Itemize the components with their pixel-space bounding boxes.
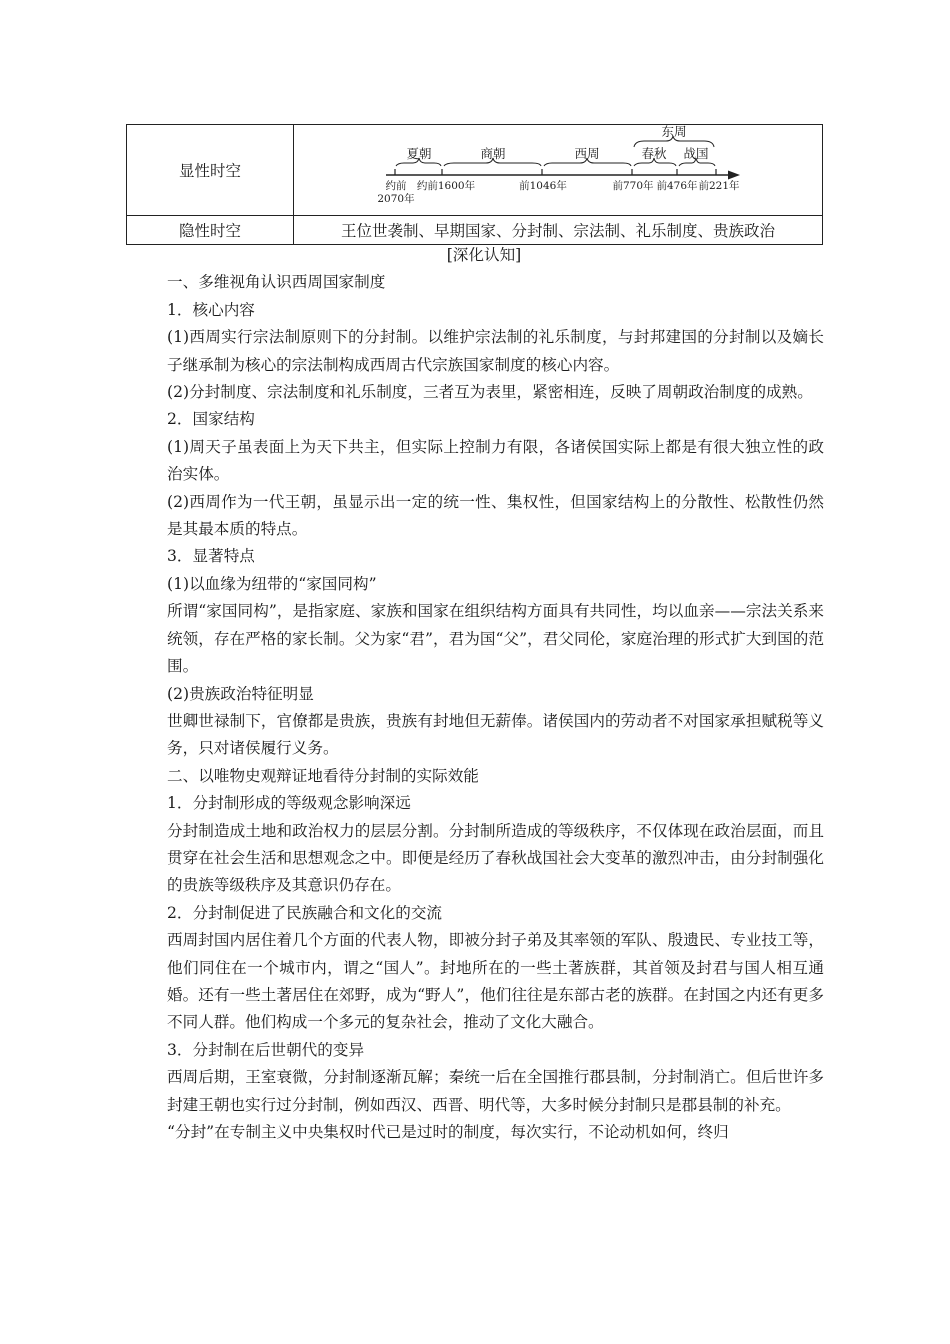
timeline-cell — [294, 125, 823, 216]
section-heading: 一、多维视角认识西周国家制度 — [167, 273, 386, 292]
period-label: 战国 — [683, 146, 709, 161]
timeline-diagram — [294, 125, 824, 215]
subheading: 2．国家结构 — [167, 410, 255, 429]
paragraph: 西周封国内居住着几个方面的代表人物，即被分封子弟及其率领的军队、殷遗民、专业技工等，他们同住在一个城市内，谓之“国人”。封地所在的一些土著族群，其首领及封君与国人相互通婚。还有一些土著居住在郊野，成为“野人”，他们往往是东部古老的族群。在封国之内还有更多不同人群。他们构成一个多元的复杂社会，推动了文化大融合。 — [167, 931, 824, 1032]
date-label: 前770年 — [612, 180, 654, 192]
spacetime-table — [126, 124, 823, 245]
paragraph: (2)分封制度、宗法制度和礼乐制度，三者互为表里，紧密相连，反映了周朝政治制度的成熟。 — [167, 383, 813, 402]
subheading: 3．分封制在后世朝代的变异 — [167, 1040, 365, 1059]
date-label: 前1046年 — [519, 180, 567, 192]
paragraph: “分封”在专制主义中央集权时代已是过时的制度，每次实行，不论动机如何，终归 — [167, 1123, 729, 1141]
subheading: 1．核心内容 — [167, 300, 255, 319]
paragraph: (2)西周作为一代王朝，虽显示出一定的统一性、集权性，但国家结构上的分散性、松散性仍然是其最本质的特点。 — [167, 492, 824, 539]
paragraph: (2)贵族政治特征明显 — [167, 684, 314, 703]
paragraph: (1)西周实行宗法制原则下的分封制。以维护宗法制的礼乐制度，与封邦建国的分封制以及嫡长子继承制为核心的宗法制构成西周古代宗族国家制度的核心内容。 — [167, 328, 824, 374]
period-label: 春秋 — [641, 146, 667, 161]
period-label: 西周 — [574, 146, 600, 161]
implicit-spacetime-content: 王位世袭制、早期国家、分封制、宗法制、礼乐制度、贵族政治 — [294, 216, 823, 245]
table-row — [127, 216, 823, 245]
paragraph: 分封制造成土地和政治权力的层层分割。分封制所造成的等级秩序，不仅体现在政治层面，而且贯穿在社会生活和思想观念之中。即便是经历了春秋战国社会大变革的激烈冲击，由分封制强化的贵族等级秩序及其意识仍存在。 — [167, 821, 824, 895]
paragraph: 西周后期，王室衰微，分封制逐渐瓦解；秦统一后在全国推行郡县制，分封制消亡。但后世许多封建王朝也实行过分封制，例如西汉、西晋、明代等，大多时候分封制只是郡县制的补充。 — [167, 1068, 824, 1114]
paragraph: (1)以血缘为纽带的“家国同构” — [167, 574, 377, 593]
subheading: 1．分封制形成的等级观念影响深远 — [167, 794, 411, 813]
date-label: 前476年 — [656, 180, 698, 192]
section-tag: [深化认知] — [446, 246, 522, 264]
table-row — [127, 125, 823, 216]
subheading: 3．显著特点 — [167, 547, 255, 566]
period-label: 夏朝 — [406, 146, 432, 161]
paragraph: 世卿世禄制下，官僚都是贵族，贵族有封地但无薪俸。诸侯国内的劳动者不对国家承担赋税等义务，只对诸侯履行义务。 — [167, 711, 824, 758]
group-label: 东周 — [661, 125, 687, 139]
period-label: 商朝 — [480, 146, 506, 161]
date-label: 前221年 — [698, 180, 740, 192]
section-heading: 二、以唯物史观辩证地看待分封制的实际效能 — [167, 766, 479, 785]
date-label: 2070年 — [377, 193, 415, 205]
paragraph: (1)周天子虽表面上为天下共主，但实际上控制力有限，各诸侯国实际上都是有很大独立性的政治实体。 — [167, 437, 824, 484]
implicit-spacetime-label: 隐性时空 — [127, 216, 294, 245]
subheading: 2．分封制促进了民族融合和文化的交流 — [167, 903, 443, 922]
date-label: 约前 — [385, 180, 407, 192]
body-text — [144, 242, 824, 1146]
explicit-spacetime-label: 显性时空 — [127, 125, 294, 216]
date-label: 约前1600年 — [416, 180, 476, 192]
paragraph: 所谓“家国同构”，是指家庭、家族和国家在组织结构方面具有共同性，均以血亲——宗法关系来统领，存在严格的家长制。父为家“君”，君为国“父”，君父同伦，家庭治理的形式扩大到国的范围。 — [167, 602, 824, 676]
